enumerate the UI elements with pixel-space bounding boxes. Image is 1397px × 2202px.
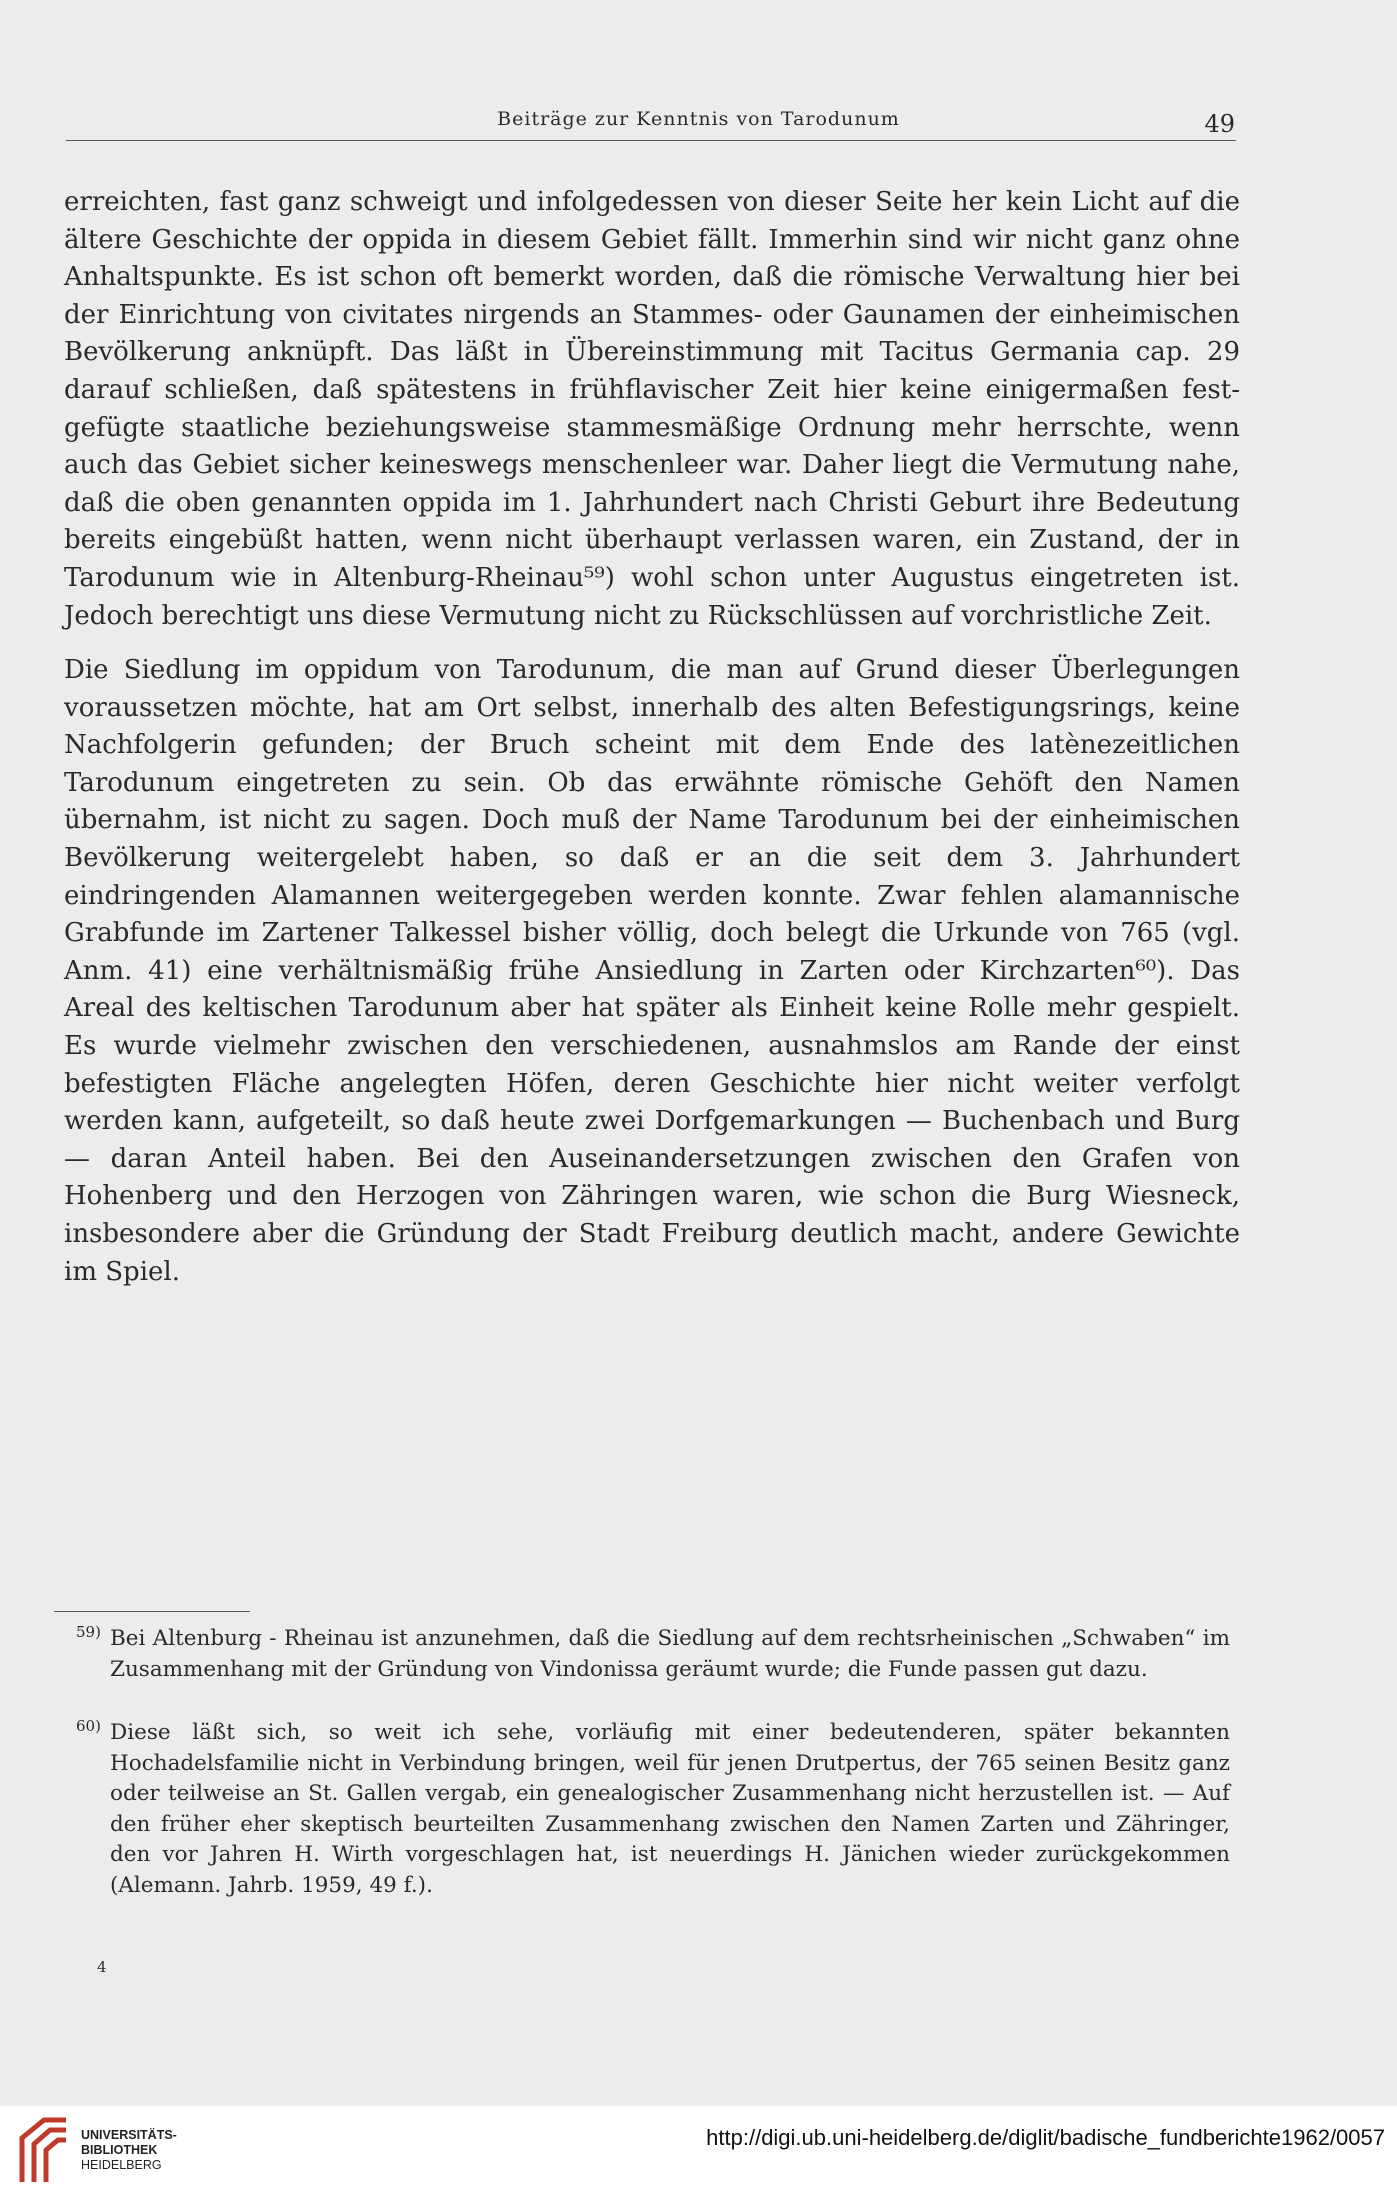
footnote-number: 60) <box>76 1717 101 1735</box>
library-name-line: BIBLIOTHEK <box>81 2143 158 2157</box>
signature-mark: 4 <box>97 1958 107 1976</box>
footnote-59 <box>76 1624 1230 1685</box>
running-header-title: Beiträge zur Kenntnis von Tarodunum <box>497 108 900 130</box>
footnote-number: 59) <box>76 1623 101 1641</box>
body-paragraph-1: erreichten, fast ganz schweigt und infolgedessen von dieser Seite her kein Licht auf die ältere Geschichte der oppida in diesem Gebiet fällt. Immerhin sind wir nicht ganz ohne Anhaltspunkte. Es ist schon oft bemerkt worden, daß die römische Verwaltung hier bei der Einrichtung von civitates nirgends an Stammes- oder Gaunamen der einheimischen Bevölkerung anknüpft. Das läßt in Übereinstimmung mit Tacitus Germania cap. 29 darauf schließen, daß spätestens in frühflavischer Zeit hier keine einigermaßen festgefügte staatliche beziehungsweise stammesmäßige Ordnung mehr herrschte, wenn auch das Gebiet sicher keineswegs menschenleer war. Daher liegt die Vermutung nahe, daß die oben genannten oppida im 1. Jahrhundert nach Christi Geburt ihre Bedeutung bereits eingebüßt hatten, wenn nicht überhaupt verlassen waren, ein Zustand, der in Tarodunum wie in Altenburg-Rheinau⁵⁹) wohl schon unter Augustus eingetreten ist. Jedoch berechtigt uns diese Vermutung nicht zu Rückschlüssen auf vorchristliche Zeit. <box>64 187 1240 631</box>
library-name-line: UNIVERSITÄTS- <box>81 2128 177 2142</box>
footer-bar <box>0 2106 1397 2202</box>
library-name-line: HEIDELBERG <box>81 2158 162 2172</box>
footnote-text: Diese läßt sich, so weit ich sehe, vorläufig mit einer bedeutenderen, später bekannten Hochadelsfamilie nicht in Verbindung bringen, weil für jenen Drutpertus, der 765 seinen Besitz ganz oder teilweise an St. Gallen vergab, ein genealogischer Zusammenhang nicht herzustellen ist. — Auf den früher eher skeptisch beurteilten Zusammenhang zwischen den Namen Zarten und Zähringer, den vor Jahren H. Wirth vorgeschlagen hat, ist neuerdings H. Jänichen wieder zurückgekommen (Alemann. Jahrb. 1959, 49 f.). <box>110 1720 1230 1898</box>
footnote-rule <box>54 1611 250 1612</box>
library-name[interactable] <box>81 2128 177 2173</box>
footnote-text: Bei Altenburg - Rheinau ist anzunehmen, daß die Siedlung auf dem rechtsrheinischen „Schwaben“ im Zusammenhang mit der Gründung von Vindonissa geräumt wurde; die Funde passen gut dazu. <box>110 1626 1230 1682</box>
permalink-url[interactable]: http://digi.ub.uni-heidelberg.de/diglit/badische_fundberichte1962/0057 <box>706 2125 1385 2150</box>
header-rule <box>66 140 1236 141</box>
body-paragraph-2: Die Siedlung im oppidum von Tarodunum, die man auf Grund dieser Überlegungen voraussetzen möchte, hat am Ort selbst, innerhalb des alten Befestigungsrings, keine Nachfolgerin gefunden; der Bruch scheint mit dem Ende des latènezeitlichen Tarodunum eingetreten zu sein. Ob das erwähnte römische Gehöft den Namen übernahm, ist nicht zu sagen. Doch muß der Name Tarodunum bei der einheimischen Bevölkerung weitergelebt haben, so daß er an die seit dem 3. Jahrhundert eindringenden Alamannen weitergegeben werden konnte. Zwar fehlen alamannische Grabfunde im Zartener Talkessel bisher völlig, doch belegt die Urkunde von 765 (vgl. Anm. 41) eine verhältnismäßig frühe Ansiedlung in Zarten oder Kirchzarten⁶⁰). Das Areal des keltischen Tarodunum aber hat später als Einheit keine Rolle mehr gespielt. Es wurde vielmehr zwischen den verschiedenen, ausnahmslos am Rande der einst befestigten Fläche angelegten Höfen, deren Geschichte hier nicht weiter verfolgt werden kann, aufgeteilt, so daß heute zwei Dorfgemarkungen — Buchenbach und Burg — daran Anteil haben. Bei den Auseinandersetzungen zwischen den Grafen von Hohenberg und den Herzogen von Zähringen waren, wie schon die Burg Wiesneck, insbesondere aber die Gründung der Stadt Freiburg deutlich macht, andere Gewichte im Spiel. <box>64 655 1240 1287</box>
footnote-60 <box>76 1718 1230 1901</box>
page-number: 49 <box>1204 110 1235 138</box>
library-logo-icon[interactable] <box>14 2112 76 2192</box>
